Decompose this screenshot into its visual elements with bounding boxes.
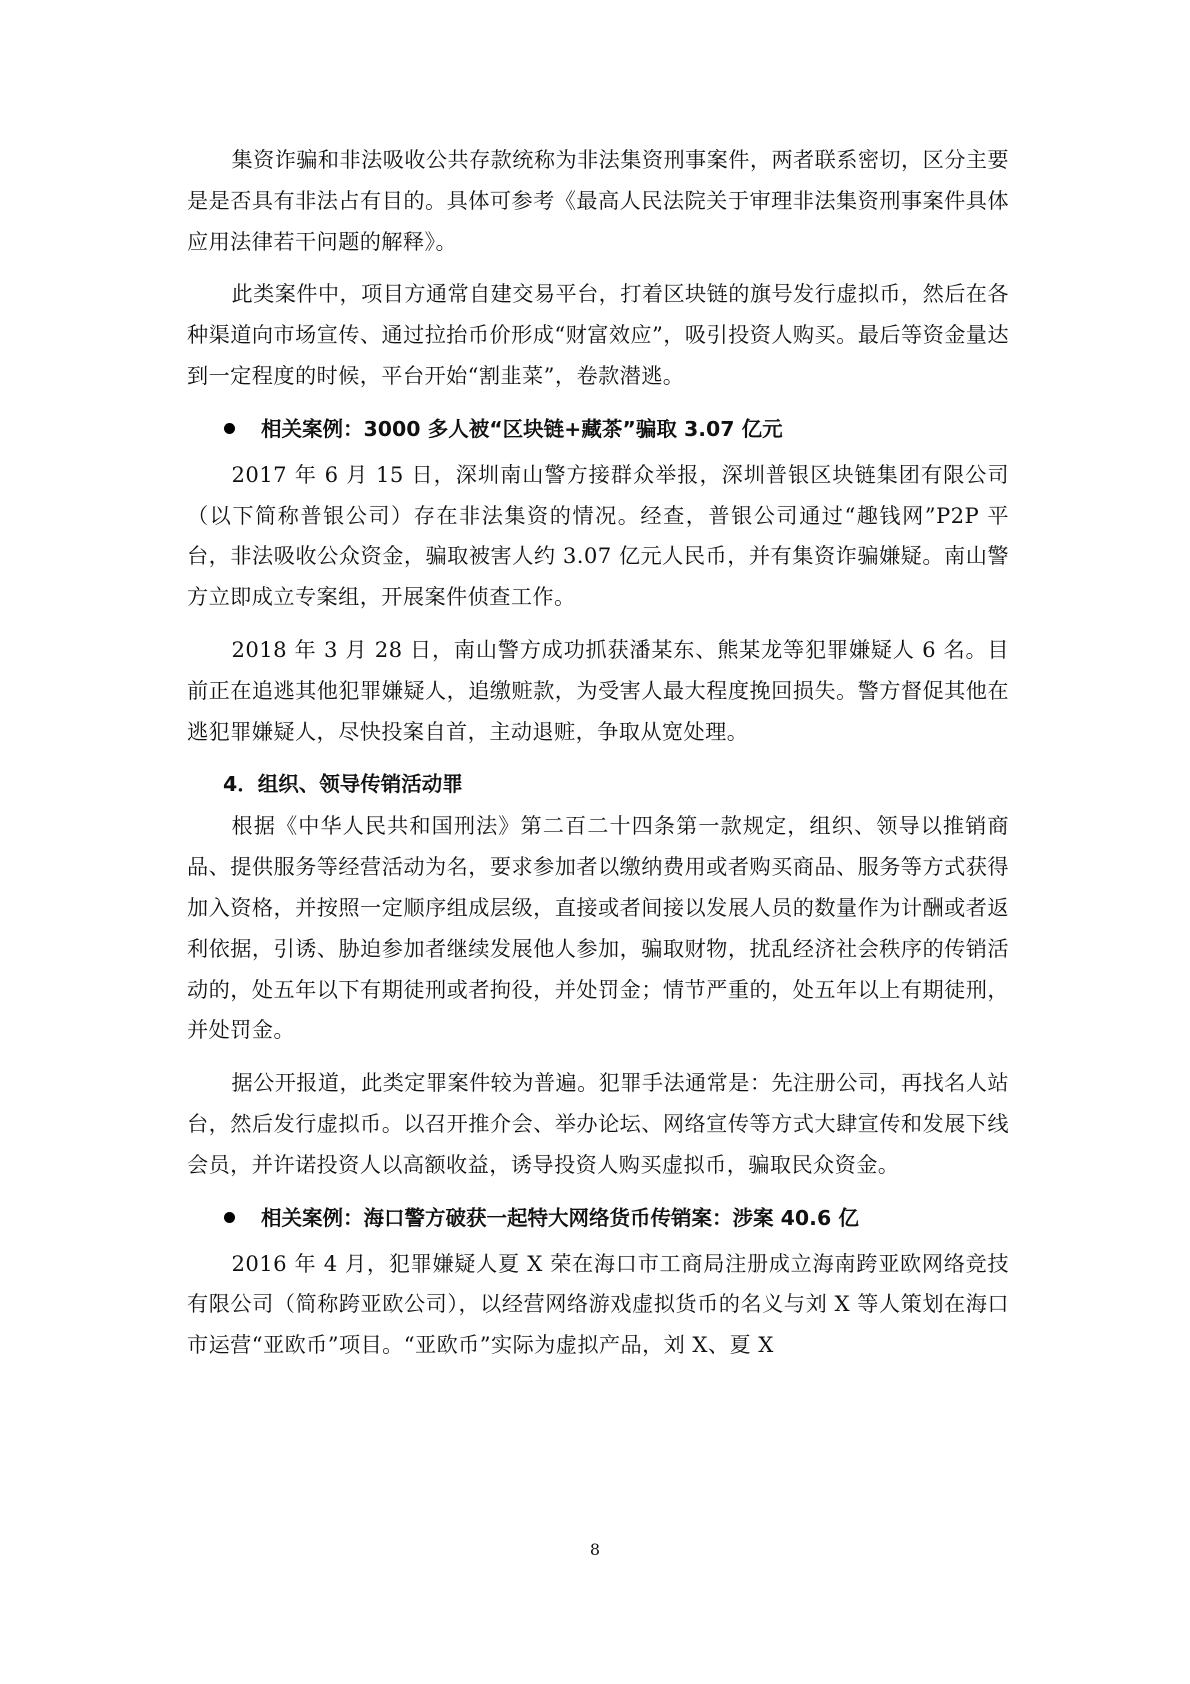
paragraph-arrest: 2018 年 3 月 28 日，南山警方成功抓获潘某东、熊某龙等犯罪嫌疑人 6 名。目前正在追逃其他犯罪嫌疑人，追缴赃款，为受害人最大程度挽回损失。警方督促其他在逃犯罪嫌疑人，尽快投案自首，主动退赃，争取从宽处理。 — [187, 636, 1009, 744]
document-page — [187, 140, 1009, 1378]
bullet-dot-icon — [224, 1212, 235, 1223]
bullet-dot-icon — [224, 423, 235, 434]
paragraph-criminal-law-article: 根据《中华人民共和国刑法》第二百二十四条第一款规定，组织、领导以推销商品、提供服务等经营活动为名，要求参加者以缴纳费用或者购买商品、服务等方式获得加入资格，并按照一定顺序组成层级，直接或者间接以发展人员的数量作为计酬或者返利依据，引诱、胁迫参加者继续发展他人参加，骗取财物，扰乱经济社会秩序的传销活动的，处五年以下有期徒刑或者拘役，并处罚金；情节严重的，处五年以上有期徒刑，并处罚金。 — [187, 813, 1009, 1043]
paragraph-crime-method: 据公开报道，此类定罪案件较为普遍。犯罪手法通常是：先注册公司，再找名人站台，然后发行虚拟币。以召开推介会、举办论坛、网络宣传等方式大肆宣传和发展下线会员，并许诺投资人以高额收益，诱导投资人购买虚拟币，骗取民众资金。 — [187, 1070, 1009, 1177]
paragraph-platform-scheme: 此类案件中，项目方通常自建交易平台，打着区块链的旗号发行虚拟币，然后在各种渠道向市场宣传、通过拉抬币价形成“财富效应”，吸引投资人购买。最后等资金量达到一定程度的时候，平台开始“割韭菜”，卷款潜逃。 — [187, 281, 1009, 388]
page-number: 8 — [589, 1540, 601, 1559]
paragraph-illegal-fundraising-definition: 集资诈骗和非法吸收公共存款统称为非法集资刑事案件，两者联系密切，区分主要是是否具有非法占有目的。具体可参考《最高人民法院关于审理非法集资刑事案件具体应用法律若干问题的解释》。 — [187, 147, 1009, 254]
paragraph-yaou-coin-case: 2016 年 4 月，犯罪嫌疑人夏 X 荣在海口市工商局注册成立海南跨亚欧网络竞技有限公司（简称跨亚欧公司），以经营网络游戏虚拟货币的名义与刘 X 等人策划在海口市运营“亚欧币”项目。“亚欧币”实际为虚拟产品，刘 X、夏 X — [187, 1250, 1009, 1358]
case-heading-blockchain-tea — [187, 409, 1009, 449]
paragraph-puyin-case: 2017 年 6 月 15 日，深圳南山警方接群众举报，深圳普银区块链集团有限公司（以下简称普银公司）存在非法集资的情况。经查，普银公司通过“趣钱网”P2P 平台，非法吸收公众资金，骗取被害人约 3.07 亿元人民币，并有集资诈骗嫌疑。南山警方立即成立专案组，开展案件侦查工作。 — [187, 461, 1009, 610]
case-heading-haikou — [187, 1198, 1009, 1238]
case-heading-text: 相关案例：海口警方破获一起特大网络货币传销案：涉案 40.6 亿 — [261, 1205, 859, 1230]
section-heading-pyramid-selling: 4．组织、领导传销活动罪 — [223, 772, 463, 797]
case-heading-text: 相关案例：3000 多人被“区块链+藏茶”骗取 3.07 亿元 — [261, 416, 783, 441]
